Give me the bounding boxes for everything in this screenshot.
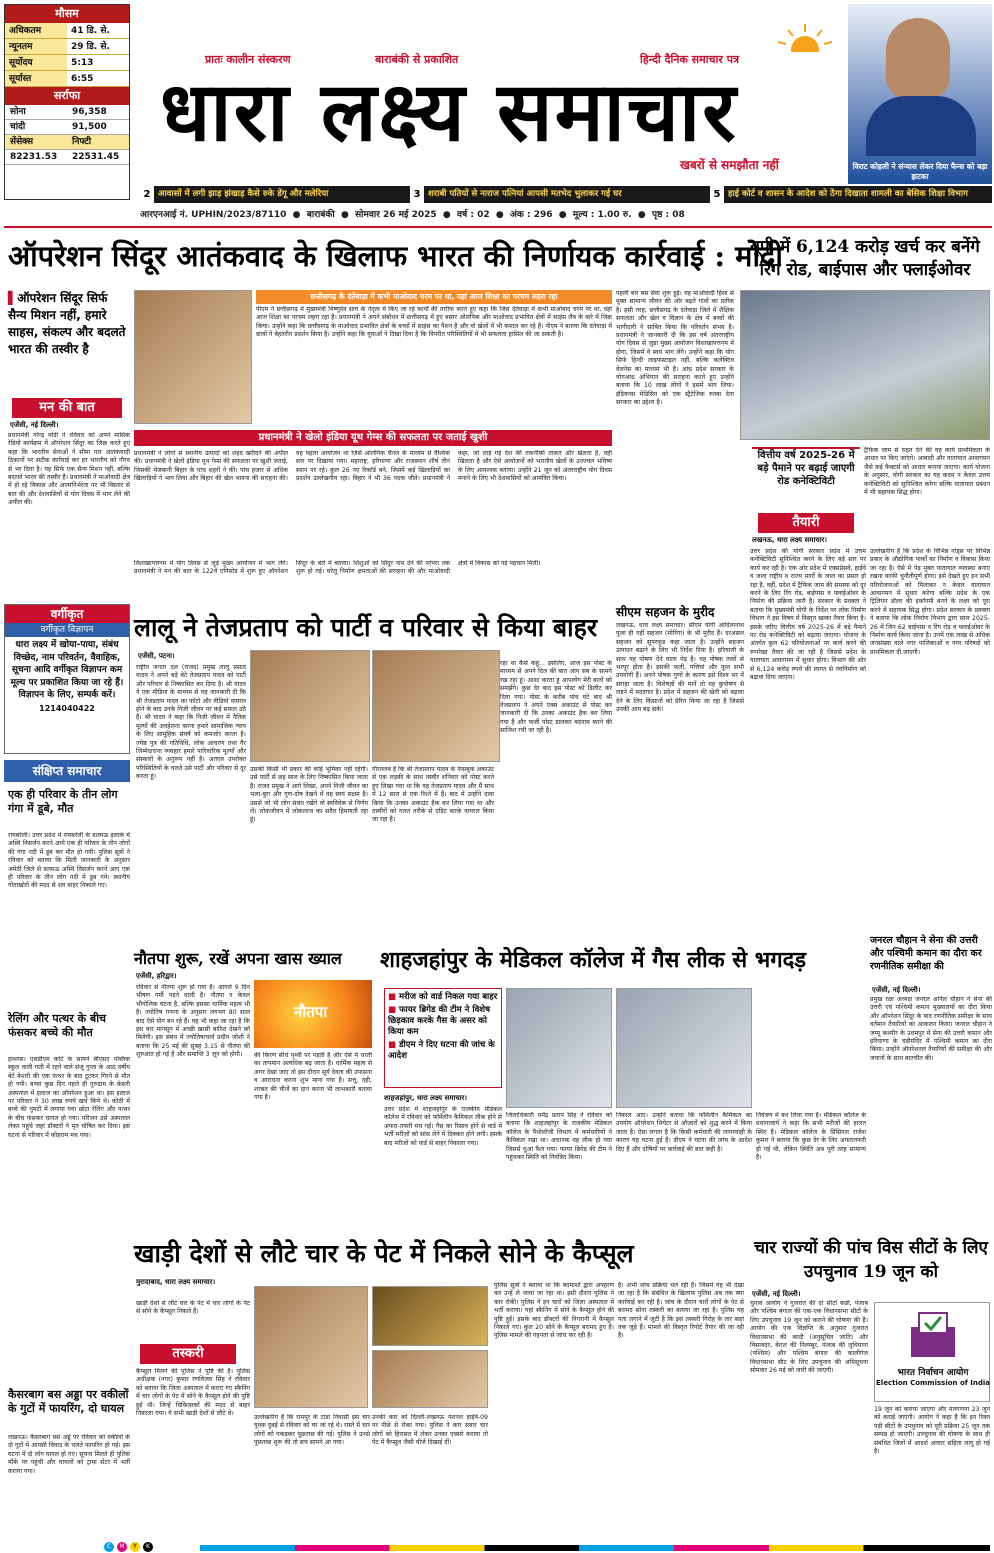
right-top-tag: तैयारी xyxy=(758,513,854,533)
lead-dateline: एजेंसी, नई दिल्ली। xyxy=(10,421,59,429)
gas-text-1: उत्तर प्रदेश में शाहजहांपुर के राजकीय मेडिकल कॉलेज में रविवार को फॉर्मेलीन कैमिकल लीक होने से अफरा-तफरी मच गई। गैस का रिसाव होने से वार्ड में भर्ती मरीज़ों को सांस लेने में दिक्कत होने लगी। इसके बाद मरीजों को वार्ड से बाहर निकाला गया। xyxy=(384,1106,502,1147)
brief-text-1: रायबरेली। उत्तर प्रदेश में रायबरेली के डलमऊ इलाके में अस्थि विसर्जन करने आये एक ही परिवार के तीन लोगों की गंगा नदी में डूब कर मौत हो गयी। पुलिस सूत्रों ने रविवार को बताया कि मिली जानकारी के अनुसार अमेठी जिले से डलमऊ अस्थि विसर्जन करने आए एक ही परिवार के तीन लोग नदी में डूब गये। स्थानीय गोताखोरों की मदद से शव बाहर निकाले गए। xyxy=(8,832,130,890)
market-row: चांदी 91,500 xyxy=(5,120,129,135)
footer-cmyk: C M Y K xyxy=(104,1542,184,1552)
election-dateline: एजेंसी, नई दिल्ली। xyxy=(752,1290,801,1298)
flyover-photo xyxy=(740,290,990,440)
market-row: सोना 96,358 xyxy=(5,105,129,120)
gold-tag: तस्करी xyxy=(140,1344,236,1364)
army-headline[interactable]: जनरल चौहान ने सेना की उत्तरी और पश्चिमी कमान का दौरा कर रणनीतिक समीक्षा की xyxy=(870,935,982,972)
right-top-box: वित्तीय वर्ष 2025-26 में बड़े पैमाने पर बढ़ाई जाएगी रोड कनेक्टिविटी xyxy=(752,447,860,509)
weather-market-box xyxy=(4,4,130,200)
modi-photo xyxy=(134,290,252,424)
masthead-ad xyxy=(848,4,992,184)
lalu-text-2: उसकी किसी भी प्रकार की कोई भूमिका नहीं रहेगी। उसे पार्टी से छह साल के लिए निष्कासित किया जाता है। राजद प्रमुख ने आगे लिखा, अपने निजी जीवन का भला-बुरा और गुण-दोष देखने में वह स्वयं सक्षम है। उससे जो भी लोग संबंध रखेंगे वो स्वविवेक से निर्णय लें। लोकजीवन में लोकलाज का सदैव हिमायती रहा हूं। xyxy=(250,766,368,824)
ad-caption: विराट कोहली ने संन्यास लेकर दिया फैन्स को बड़ा झटका xyxy=(852,162,988,181)
gas-headline[interactable]: शाहजहांपुर के मेडिकल कॉलेज में गैस लीक से भगदड़ xyxy=(380,947,807,973)
masthead-title: धारा लक्ष्य समाचार xyxy=(160,64,738,160)
gas-points-box xyxy=(384,988,502,1088)
lalu-dateline: एजेंसी, पटना। xyxy=(138,652,175,660)
gold-text-5: पुलिस सूत्रों ने बताया था कि बदमाशों द्वारा अपहरण कर उन्हें ले जाया जा रहा था। इसी दौरान पुलिस ने कार रोकी। पुलिस ने इन चारों को जिला अस्पताल में भर्ती कराया। यहां स्कैनिंग में सोने के कैप्सूल होने की पुष्टि हुई। इसके बाद डॉक्टरों की निगरानी में कैप्सूल निकाले गए। कुल 20 सोने के कैप्सूल बरामद हुए हैं। पुलिस मामले की गहनता से जांच कर रही है। xyxy=(494,1282,614,1340)
lalu-photo xyxy=(250,650,370,762)
lead-body-text: प्रधानमंत्री नरेन्द्र मोदी ने रविवार को अपने मासिक रेडियो कार्यक्रम में ऑपरेशन सिंदूर का जिक्र करते हुए कहा कि भारतीय सेनाओं ने सीमा पार आतंकवादी ठिकानों पर सटीक कार्रवाई कर हर भारतीय को गौरव से भर दिया है। यह सिर्फ एक सैन्य मिशन नहीं, बल्कि बदलते भारत की तस्वीर है। प्रधानमंत्री ने माओवादी क्षेत्र में हो रहे विकास और आत्मनिर्भरता पर भी विस्तार से बात की और देशवासियों से योग दिवस में भाग लेने की अपील की। xyxy=(8,432,130,507)
nautapa-logo: नौतपा xyxy=(294,1003,328,1021)
gas-text-4: नियंत्रण में कर लिया गया है। मेडिकल कॉलेज के प्रधानाचार्य ने कहा कि सभी मरीजों की हालत स्थिर है। मेडिकल कॉलेज के प्रिंसिपल राजेश कुमार ने बताया कि कुछ देर के लिए अफरातफरी हो गई थी, लेकिन स्थिति अब पूरी तरह सामान्य है। xyxy=(756,1112,866,1162)
gold-dateline: मुरादाबाद, धारा लक्ष्य समाचार। xyxy=(136,1278,216,1286)
tejpratap-photo xyxy=(372,650,500,762)
jersey-shape xyxy=(866,96,976,156)
gas-point: ■ मरीज को वार्ड निकल गया बाहर xyxy=(388,992,498,1002)
lalu-text-4: रहा था कैसे कहूं... इसलिए, आज इस पोस्ट के माध्यम से अपने दिल की बात आप सब के सामने रख रहा हूं। आशा करता हूं आपलोग मेरी बातों को समझेंगे। कुछ देर बाद इस पोस्ट को डिलीट कर दिया गया। पोस्ट के करीब पांच घंटे बाद श्री तेजप्रताप ने अपने एक्स अकाउंट से पोस्ट कर जानकारी दी कि उनका अकाउंट हैक कर लिया गया है और फर्जी पोस्ट डालकर बदनाम करने की साजिश रची जा रही है। xyxy=(500,660,612,735)
lead-headline[interactable]: ऑपरेशन सिंदूर आतंकवाद के खिलाफ भारत की निर्णायक कार्रवाई : मोदी xyxy=(8,239,783,273)
gas-dateline: शाहजहांपुर, धारा लक्ष्य समाचार। xyxy=(384,1094,468,1102)
classifieds-box xyxy=(4,604,130,754)
yogi-headline[interactable]: सीएम सहजन के मुरीद xyxy=(616,605,715,619)
lead-subhead-orange: छत्तीसगढ़ के दंतेवाड़ा में कभी माओवाद चरम पर था, वहां आज शिक्षा का परचम लहरा रहा xyxy=(256,290,612,304)
weather-row: न्यूनतम 29 डि. से. xyxy=(5,39,129,55)
market-row: सेंसेक्स निफ्टी xyxy=(5,135,129,150)
election-text-2: 19 जून को कराया जाएगा और मतगणना 23 जून को कराई जाएगी। आयोग ने कहा है कि इन रिक्त पड़ी सीटों के उपचुनाव को पूरी प्रक्रिया 25 जून तक सम्पन्न हो जाएगी। उपचुनाव की घोषणा के साथ ही संबंधित जिलों में आदर्श आचार संहिता लागू हो गई है। xyxy=(874,1406,990,1456)
gold-text-3: उल्लेखनीय है कि रामपुर के टांडा निवासी इस चार युवक दुबई से रविवार को घर जा रहे थे। रास्ते में चार लोगों को पकड़कर पूछताछ की गई। पुलिस ने उनसे पूछताछ शुरू की तो सच सामने आ गया। xyxy=(254,1414,370,1447)
lead-body-text-2: पीएम ने छत्तीसगढ़ में मुख्यमंत्री विष्णुदेव साय के नेतृत्व में किए जा रहे कार्यों की तारीफ करते हुए कहा कि जिस दंतेवाड़ा में कभी माओवाद चरम पर था, वहां आज शिक्षा का परचम लहरा रहा है। प्रधानमंत्री ने अपने संबोधन में छत्तीसगढ़ में हुए बस्तर ओलंपिक और माओवाद प्रभावित क्षेत्रों में साइंस लैब के बारे में जिक्र किया। उन्होंने कहा कि छत्तीसगढ़ के माओवाद प्रभावित क्षेत्रों के बच्चों में साइंस का पैशन है और वो खेलों में भी कमाल कर रहे हैं। पीएम ने बताया कि दंतेवाड़ा में छात्रों ने बेहतरीन प्रदर्शन किया है। उन्होंने कहा कि युवाओं ने दिखा दिया है कि विपरीत परिस्थितियों में भी सफलता हासिल की जा सकती है। xyxy=(256,306,612,339)
nautapa-text-1: रविवार से नौतपा शुरू हो गया है। आगले 9 दिन भीषण गर्मी पड़ने वाली है। नौतपा न केवल भौगोलिक घटना है, बल्कि इसका धार्मिक महत्व भी है। ज्योतिष गणना के अनुसार लगभग 80 साल बाद ऐसे योग बन रहे हैं। यह भी कहा जा रहा है कि इस बार मानसून में अच्छी खासी बारिश देखने को मिलेगी। इस संबंध में ज्योतिषाचार्य प्रदीप जोशी ने बताया कि 25 मई की सुबह 3.15 से नौतपा की शुरुआत हो गई है और समाप्ति 3 जून को होगी। xyxy=(136,984,250,1059)
election-logo-hi: भारत निर्वाचन आयोग xyxy=(897,1368,969,1378)
gold-text-1: खाड़ी देशों से लौटे चार के पेट में चार लोगों के पेट से सोने के कैप्सूल निकले हैं। xyxy=(136,1300,250,1316)
weather-row: अधिकतम 41 डि. से. xyxy=(5,23,129,39)
divider xyxy=(4,226,992,228)
market-row: 82231.53 22531.45 xyxy=(5,150,129,165)
brief-text-2: हाथरस। एसडीएम कोर्ट के सामने बीएसए पब्लिक स्कूल वाली गली में रहने वाले संजू गुप्ता के आठ वर्षीय बेटे केशरी की एक पत्थर के बाद टूटकर गिरने से मौत हो गयी। बच्चा कुछ दिन पहले ही गुरुग्राम के केसरी अस्पताल में इलाज का ऑपरेशन हुआ था। इस इलाज पर परिवार ने 30 लाख रुपये खर्च किये थे। कोठी में बच्चे की गुमटी में लगाया गया छोटा रेलिंग और पत्थर के बीच फंसकर घायल हो गया। परिजन उसे अस्पताल लेकर पहुंचे जहां डॉक्टरों ने मृत घोषित कर दिया। इस घटना से परिवार में कोहराम मच गया। xyxy=(8,1056,130,1139)
lead-subhead-red: प्रधानमंत्री ने खेलो इंडिया यूथ गेम्स की सफलता पर जताई खुशी xyxy=(134,430,612,446)
classifieds-title: वर्गीकृत xyxy=(5,605,129,623)
army-dateline: एजेंसी, नई दिल्ली। xyxy=(872,986,921,994)
dateline-bar: आरएनआई नं. UPHIN/2023/87110 ● बाराबंकी ● सोमवार 26 मई 2025 ● वर्ष : 02 ● अंक : 296 ● मूल्य : 1.00 रु. ● पृष्ठ : 08 xyxy=(140,210,685,220)
brief-text-3: लखनऊ। कैसरबाग बस अड्डे पर रविवार को वकीलों के दो गुटों में आपसी विवाद के चलते फायरिंग हो गई। इस घटना में दो लोग घायल हो गए। सूचना मिलते ही पुलिस मौके पर पहुंची और घायलों को ट्रामा सेंटर में भर्ती कराया गया। xyxy=(8,1434,130,1475)
election-text-1: चुनाव आयोग ने गुजरात की दो सीटों कडी, पंजाब और पश्चिम बंगाल की एक-एक विधानसभा सीटों के लिए उपचुनाव 19 जून को कराने की घोषणा की है। आयोग की एक विज्ञप्ति के अनुसार गुजरात विधानसभा की कादी (अनुसूचित जाति) और विसावदर, केरल की निलम्बूर, पंजाब की लुधियाना (पश्चिम) और पश्चिम बंगाल की कालीगंज विधानसभा सीट के लिए उपचुनाव की अधिसूचना सोमवार 26 मई को जारी की जाएगी। xyxy=(750,1300,868,1375)
gold-text-4: उनकी कार को दिल्ली-लखनऊ नेशनल हाईवे-09 पर पीछे से रोका गया। पुलिस ने कार सवार चार लोगों को हिरासत में लेकर उनका एक्सरे कराया तो पेट में कैप्सूल जैसी चीजें दिखाई दीं। xyxy=(372,1414,488,1447)
election-logo-en: Election Commission of India xyxy=(876,1379,990,1387)
gold-photo-1 xyxy=(254,1286,368,1408)
election-headline[interactable]: चार राज्यों की पांच विस सीटों के लिए उपचुनाव 19 जून को xyxy=(754,1238,988,1282)
lalu-text-3: गौरतलब है कि श्री तेजप्रताप यादव के फेसबुक अकाउंट से एक लड़की के साथ तस्वीर शनिवार को पोस्ट करते हुए लिखा गया था कि वह तेजप्रताप यादव और मैं साथ में 12 साल से एक रिश्ते में हैं। बाद में उन्होंने दावा किया कि उनका अकाउंट हैक कर लिया गया था और तस्वीरों को गलत तरीके से एडिट करके वायरल किया जा रहा है। xyxy=(372,766,494,824)
nautapa-sun-image xyxy=(254,980,372,1048)
footer-colorbar xyxy=(200,1545,990,1551)
weather-row: सूर्योदय 5:13 xyxy=(5,55,129,71)
market-title: सर्राफा xyxy=(5,87,129,105)
nautapa-headline[interactable]: नौतपा शुरू, रखें अपना खास ख्याल xyxy=(134,949,342,968)
sun-logo-icon xyxy=(770,22,840,52)
middle-column-text: पहली बार बस सेवा शुरू हुई। यह माओवादी हिंसा से मुक्त सामान्य जीवन की ओर बढ़ते गांवों का प्रतीक है। इसी तरह, छत्तीसगढ़ के दंतेवाड़ा जिले में शैक्षिक सफलता और खेल व विज्ञान के क्षेत्र में बच्चों की भागीदारी ने साबित किया कि परिवर्तन संभव है। प्रधानमंत्री ने जानकारी दी कि इस वर्ष अंतरराष्ट्रीय योग दिवस से जुड़ा मुख्य आयोजन विशाखापत्तनम में होगा, जिसमें वे स्वयं भाग लेंगे। उन्होंने कहा कि योग सिर्फ हिन्दी लाइफस्टाइल नहीं, बल्कि कलेक्टिव वेलनेस का माध्यम भी है। आंध्र प्रदेश सरकार के योगआंध्र अभियान की सराहना करते हुए उन्होंने बताया कि 10 लाख लोगों ने इसमें भाग लिया। इंडियनस मेडिसिन को एक स्ट्रैटेजिक रुतबा देना सरकार का उद्देश्य है। xyxy=(616,290,734,407)
right-top-text-1: ट्रैफिक जाम से राहत देने की यह कार्य प्राथमिकता के आधार पर किए जाएंगे। आबादी और यातायात आवागमन जैसे कई फैक्टर्स को आधार बनाया जाएगा। कार्य योजना के अनुसार, योगी सरकार का यह कदम न केवल उत्तम कनेक्टिविटी को सुनिश्चित करेगा बल्कि यातायात प्रबंधन में भी सहायक सिद्ध होगा। xyxy=(864,447,990,497)
ballot-icon xyxy=(905,1309,961,1361)
classifieds-sub: वर्गीकृत विज्ञापन xyxy=(5,623,129,637)
brief-item-1[interactable]: एक ही परिवार के तीन लोग गंगा में डूबे, मौत xyxy=(8,788,118,815)
brief-item-3[interactable]: कैसरबाग बस अड्डा पर वकीलों के गुटों में फायरिंग, दो घायल xyxy=(8,1388,129,1415)
classifieds-body: धारा लक्ष्य में खोया-पाया, संबंध विच्छेद, नाम परिवर्तन, वैवाहिक, सूचना आदि वर्गीकृत विज्ञापन कम मूल्य पर प्रकाशित किया जा रहे हैं। विज्ञापन के लिए, सम्पर्क करें। xyxy=(10,640,124,700)
yogi-text: लखनऊ, धारा लक्ष्य समाचार। सीएम योगी आदित्यनाथ पूजा ही नहीं सहजन (मोरिंगा) के भी मुरीद हैं। दरअसल सहजन को सुपरफूड कहा जाता है। उन्होंने सहजन उत्पादन बढ़ाने के लिए भी निर्देश दिया है। हरियाली के साथ यह पोषण देने वाला पेड़ है। यह पोषक तत्वों से भरपूर होता है। इसकी फली, पत्तियां और फूल सभी उपयोगी हैं। अपने पोषक गुणों के कारण इसे विश्व भर में सराहा जाता है। विशेषज्ञों की मानें तो यह कुपोषण से लड़ने में मददगार है। प्रदेश में सहजन की खेती को बढ़ावा देने के लिए किसानों को प्रेरित किया जा रहा है जिससे उनकी आय बढ़ सके। xyxy=(616,622,744,714)
gold-headline[interactable]: खाड़ी देशों से लौटे चार के पेट में निकले सोने के कैप्सूल xyxy=(134,1239,634,1268)
gas-point: ■ फायर ब्रिगेड की टीम ने विशेष छिड़काव करके गैस के असर को किया कम xyxy=(388,1005,490,1037)
right-top-dateline: लखनऊ, धारा लक्ष्य समाचार। xyxy=(752,536,828,544)
brief-item-2[interactable]: रेलिंग और पत्थर के बीच फंसकर बच्चे की मौत xyxy=(8,1012,107,1039)
gas-point: ■ डीएम ने दिए घटना की जांच के आदेश xyxy=(388,1040,495,1061)
lead-quote: ▌ऑपरेशन सिंदूर सिर्फ सैन्य मिशन नहीं, हमारे साहस, संकल्प और बदलते भारत की तस्वीर है xyxy=(8,291,126,356)
lalu-text-1: राष्ट्रीय जनता दल (राजद) प्रमुख लालू प्रसाद यादव ने अपने बड़े बेटे तेजप्रताप यादव को पार्टी और परिवार से निष्कासित कर दिया है। श्री यादव ने एक मीडिया के माध्यम से यह जानकारी दी कि श्री तेजप्रताप यादव का फोटो और वीडियो वायरल होने के बाद उनके निजी जीवन पर कई सवाल उठे हैं। श्री यादव ने कहा कि निजी जीवन में नैतिक मूल्यों की अवहेलना करना हमारे सामाजिक न्याय के लिए सामूहिक संघर्ष को कमजोर करता है। ज्येष्ठ पुत्र की गतिविधि, लोक आचरण तथा गैर जिम्मेदाराना व्यवहार हमारे पारिवारिक मूल्यों और संस्कारों के अनुरूप नहीं है। अतएव उपरोक्त परिस्थितियों के चलते उसे पार्टी और परिवार से दूर करता हूं। xyxy=(136,664,246,781)
published-label: बाराबंकी से प्रकाशित xyxy=(375,53,459,66)
headline-ticker xyxy=(140,186,992,203)
right-top-text-3: उल्लेखनीय है कि प्रदेश के विभिन्न नोड्स पर विभिन्न प्रकार के औद्योगिक पार्कों का निर्माण व विकास किया जा रहा है। ऐसे में पेड़ मुक्त यातायात व्यवस्था बनाए रखना काफी चुनौतीपूर्ण होगा। इसे देखते हुए इन सभी परियोजनाओं को मिलाकर न केवल यातायात आवागमन में सुधार करेगा बल्कि प्रदेश के एक ट्रिलियन डॉलर की इकॉनमी बनने के लक्ष्य को पूरा करने में सहायक सिद्ध होगा। प्रदेश सरकार के प्रवक्ता ने बताया कि लोक निर्माण विभाग द्वारा साल 2025-26 में जिन 62 बाईपास व रिंग रोड़ व फ्लाईओवर के निर्माण कार्य किया जाना है। उनमें एक लाख से अधिक जनसंख्या वाले नगर पालिकाओं व नगर परिषदों को प्राथमिकता दी जाएगी। xyxy=(870,548,990,656)
gold-text-6: है। अभी जांच प्रक्रिया चल रही है। जिसमें यह भी देखा जा रहा है कि संबंधित के खिलाफ पुलिस अब तक क्या कार्रवाई कर रही है। जांच के दौरान चारों लोगों के पेट से बरामद सोना तस्करी का बताया जा रहा है। पुलिस यह पता लगाने में जुटी है कि इस तस्करी गिरोह के तार कहां तक जुड़े हैं। मामले की विस्तृत रिपोर्ट तैयार की जा रही है। xyxy=(618,1282,744,1340)
ticker-item[interactable]: 3 शराबी पतियों से नाराज पत्नियां आपसी मतभेद भुलाकर गई घर xyxy=(410,186,708,203)
lead-body-text-3: प्रधानमंत्री ने लोगों से स्थानीय उत्पादों को शहद खरीदने की अपील की। प्रधानमंत्री ने खेलो इंडिया यूथ गेम्स की सफलता पर खुशी जताई, जिसकी मेजबानी बिहार के पांच शहरों ने की। पांच हजार से अधिक खिलाड़ियों ने भाग लिया और बिहार की खेल भावना की सराहना की। वह पहला आयोजन था जिसे ओलंपिक चैनल के माध्यम से वैश्विक स्तर पर दिखाया गया। महाराष्ट्र, हरियाणा और राजस्थान शीर्ष तीन स्थान पर रहे। कुल 26 नए रिकॉर्ड बने, जिसमें कई खिलाड़ियों का प्रदर्शन उल्लेखनीय रहा। बिहार ने भी 36 पदक जीते। प्रधानमंत्री ने कहा, जो लाई गई देश की तकनीकी ताकत और खेलता है, वही खिलता है और ऐसे आयोजनों को भारतीय खेलों के उज्ज्वल भविष्य के लिए आवश्यक बताया। उन्होंने 21 जून को अंतरराष्ट्रीय योग दिवस मनाने के लिए भी देशवासियों को आमंत्रित किया। xyxy=(134,450,612,483)
gold-photo-3 xyxy=(372,1350,488,1408)
ticker-item[interactable]: 2 आवासों में लगी झाड़ झंखाड़ कैसे रुके डेंगू और मलेरिया xyxy=(140,186,408,203)
army-text: प्रमुख रक्षा अध्यक्ष जनरल अनिल चौहान ने सेना की उत्तरी एवं पश्चिमी कमान मुख्यालयों का दौरा किया और ऑपरेशन सिंदूर के बाद रणनीतिक समीक्षा के साथ वर्तमान तैयारियों का आकलन किया। जनरल चौहान ने जम्मू कश्मीर के उधमपुर में सेना की उत्तरी कमान और हरियाणा के चंडीमंदिर में पश्चिमी कमान का दौरा किया। उन्होंने ऑपरेशनल तैयारियों की समीक्षा की और जवानों के साथ बातचीत की। xyxy=(870,996,992,1062)
gas-text-2: जिलाधिकारी धर्मेंद्र प्रताप सिंह ने रविवार को बताया कि शाहजहांपुर के राजकीय मेडिकल कॉलेज के पैथोलॉजी विभाग में कर्मचारियों ने कैमिकल रखा था। अचानक वह लीक हो गया जिससे धुआं फैल गया। फायर ब्रिगेड की टीम ने पहुंचकर स्थिति को नियंत्रित किया। xyxy=(506,1112,612,1162)
classifieds-phone[interactable]: 1214040422 xyxy=(39,703,95,713)
edition-label: प्रातः कालीन संस्करण xyxy=(205,53,291,66)
gas-photo-2 xyxy=(616,988,752,1108)
weather-title: मौसम xyxy=(5,5,129,23)
gold-photo-2 xyxy=(372,1286,488,1346)
election-logo-box xyxy=(874,1302,990,1402)
gold-text-2: कैप्सूल मिलने की पुलिस ने पुष्टि की है। पुलिस अधीक्षक (नगर) कुमार रणविजय सिंह ने रविवार को बताया कि जिला अस्पताल में कराए गए स्कैनिंग में चार लोगों के पेट में सोने के कैप्सूल होने की पुष्टि हुई थी। जिन्हें चिकित्सकों की मदद से बाहर निकाला गया। ये सभी खाड़ी देशों से लौटे थे। xyxy=(136,1368,250,1418)
right-top-headline[interactable]: यूपी में 6,124 करोड़ खर्च कर बनेंगे रिंग रोड, बाईपास और फ्लाईओवर xyxy=(750,237,980,280)
gas-text-3: निकाल आए। उन्होंने बताया कि फॉर्मेलीन कैमिकल का उपयोग ऑपरेशन थियेटर से औजारों को शुद्ध करने में किया जाता है। ऐसा लगता है कि किसी कर्मचारी की लापरवाही के कारण यह घटना हुई है। डीएम ने घटना की जांच के आदेश दिए हैं और दोषियों पर कार्रवाई की बात कही है। xyxy=(616,1112,752,1153)
lead-body-text-4: विशाखापत्तनम में योग दिवस से जुड़े मुख्य आयोजन में भाग लेंगे। प्रधानमंत्री ने मन की बात के 122वें एपिसोड में शुरू हुए ऑपरेशन सिंदूर के बारे में बताया। शिशुओं को सिंदूर नाम देने की परंपरा तक शुरू हो गई। घरेलू निर्माण क्षमताओं की सराहना की और माओवादी क्षेत्रों में विकास को नई पहचान मिली। xyxy=(134,560,541,576)
mann-ki-baat-label: मन की बात xyxy=(12,398,122,418)
gas-photo-1 xyxy=(506,988,612,1108)
tagline-top: हिन्दी दैनिक समाचार पत्र xyxy=(640,53,740,66)
nautapa-dateline: एजेंसी, हरिद्वार। xyxy=(136,972,177,980)
right-top-text-2: उत्तर प्रदेश की योगी सरकार प्रदेश में उत्तम कनेक्टिविटी सुनिश्चित करने के लिए बड़े स्तर पर कार्य कर रही है। एक ओर प्रदेश में एक्सप्रेसवे, हाईवे व जल्द राष्ट्रीय व राज्य मार्गों के जाल का प्रसार हो रहा है, वहीं, प्रदेश में ट्रैफिक जाम की समस्या को दूर करने के लिए रिंग रोड, बाईपास व फ्लाईओवर के निर्माण की प्रक्रिया जारी है। सरकार के प्रवक्ता ने बताया कि मुख्यमंत्री योगी के निर्देश पर लोक निर्माण विभाग ने इस विषय में विस्तृत खाका तैयार किया है। इसके जरिए वित्तीय वर्ष 2025-26 में बड़े पैमाने पर रोड कनेक्टिविटी को बढ़ाया जाएगा। योजना के अंतर्गत कुल 62 परियोजनाओं पर कार्य करने की रूपरेखा तैयार की जा रही है जिससे प्रदेश के यातायात आवागमन में सुधार होगा। विभाग की ओर से 6,124 करोड़ रुपये की लागत से नवनिर्माण को बढ़ावा दिया जाएगा। xyxy=(750,548,866,682)
lalu-headline[interactable]: लालू ने तेजप्रताप को पार्टी व परिवार से किया बाहर xyxy=(134,613,598,642)
nautapa-text-2: की किरण सीधे पृथ्वी पर पड़ती है और ऐसे में धरती का तापमान अत्यधिक बढ़ जाता है। धार्मिक महत्व से अगर देखा जाए तो इस दौरान सूर्य देवता की उपासना व आराधना करना शुभ माना गया है। सत्तू, दही, शरबत की चीजें का दान करना भी लाभकारी बताया गया है। xyxy=(254,1052,372,1102)
ticker-item[interactable]: 5 हाई कोर्ट व शासन के आदेश को ठेंगा दिखाता शामली का बेसिक शिक्षा विभाग xyxy=(710,186,992,203)
brief-title: संक्षिप्त समाचार xyxy=(4,760,130,782)
masthead-slogan: खबरों से समझौता नहीं xyxy=(680,158,779,172)
player-photo xyxy=(886,18,950,98)
weather-row: सूर्यास्त 6:55 xyxy=(5,71,129,87)
